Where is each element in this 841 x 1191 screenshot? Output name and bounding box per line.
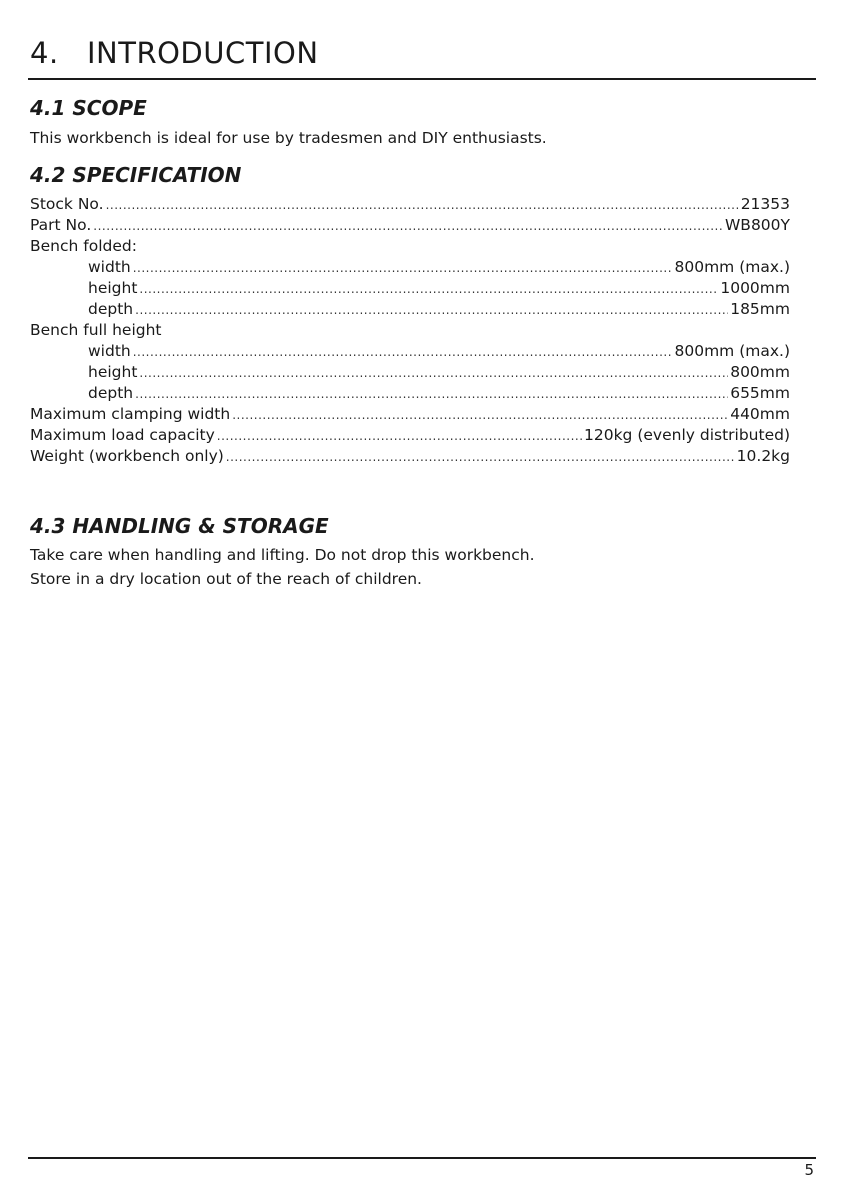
spec-label: height	[88, 279, 138, 297]
spec-label: Part No.	[30, 216, 92, 234]
chapter-title-text: INTRODUCTION	[87, 36, 319, 70]
spec-value: WB800Y	[724, 216, 790, 234]
spec-row	[30, 237, 790, 258]
spec-value: 800mm (max.)	[674, 342, 790, 360]
page-number: 5	[804, 1161, 814, 1179]
spec-row	[30, 342, 790, 363]
spec-label: Bench full height	[30, 321, 162, 339]
footer-divider	[28, 1157, 816, 1159]
chapter-title	[30, 36, 319, 70]
spec-value: 800mm	[730, 363, 790, 381]
spec-value: 800mm (max.)	[674, 258, 790, 276]
dot-leader	[139, 366, 728, 380]
spec-row	[30, 216, 790, 237]
spec-label: width	[88, 342, 131, 360]
dot-leader	[232, 408, 728, 422]
spec-label: Bench folded:	[30, 237, 137, 255]
spec-label: Maximum load capacity	[30, 426, 215, 444]
spec-label: width	[88, 258, 131, 276]
handling-heading: 4.3 HANDLING & STORAGE	[30, 514, 329, 538]
handling-line-2: Store in a dry location out of the reach of children.	[30, 570, 422, 588]
spec-row	[30, 300, 790, 321]
spec-row	[30, 384, 790, 405]
spec-label: Maximum clamping width	[30, 405, 231, 423]
dot-leader	[93, 219, 723, 233]
spec-label: Stock No.	[30, 195, 104, 213]
chapter-number: 4.	[30, 36, 59, 70]
dot-leader	[135, 303, 728, 317]
dot-leader	[139, 282, 718, 296]
spec-row	[30, 426, 790, 447]
spec-value: 10.2kg	[736, 447, 790, 465]
spec-value: 185mm	[730, 300, 790, 318]
dot-leader	[106, 198, 739, 212]
spec-value: 1000mm	[720, 279, 790, 297]
spec-label: depth	[88, 300, 134, 318]
scope-text: This workbench is ideal for use by tradesmen and DIY enthusiasts.	[30, 129, 547, 147]
spec-label: Weight (workbench only)	[30, 447, 224, 465]
specification-list	[30, 195, 790, 468]
spec-row	[30, 258, 790, 279]
dot-leader	[217, 429, 582, 443]
spec-value: 655mm	[730, 384, 790, 402]
spec-row	[30, 195, 790, 216]
spec-row	[30, 321, 790, 342]
handling-line-1: Take care when handling and lifting. Do not drop this workbench.	[30, 546, 535, 564]
spec-label: height	[88, 363, 138, 381]
specification-heading: 4.2 SPECIFICATION	[30, 163, 242, 187]
dot-leader	[135, 387, 728, 401]
dot-leader	[226, 450, 735, 464]
spec-value: 21353	[740, 195, 790, 213]
header-divider	[28, 78, 816, 80]
spec-label: depth	[88, 384, 134, 402]
spec-row	[30, 279, 790, 300]
spec-row	[30, 363, 790, 384]
spec-row	[30, 447, 790, 468]
spec-row	[30, 405, 790, 426]
spec-value: 120kg (evenly distributed)	[584, 426, 790, 444]
dot-leader	[133, 345, 673, 359]
scope-heading: 4.1 SCOPE	[30, 96, 147, 120]
spec-value: 440mm	[730, 405, 790, 423]
dot-leader	[133, 261, 673, 275]
